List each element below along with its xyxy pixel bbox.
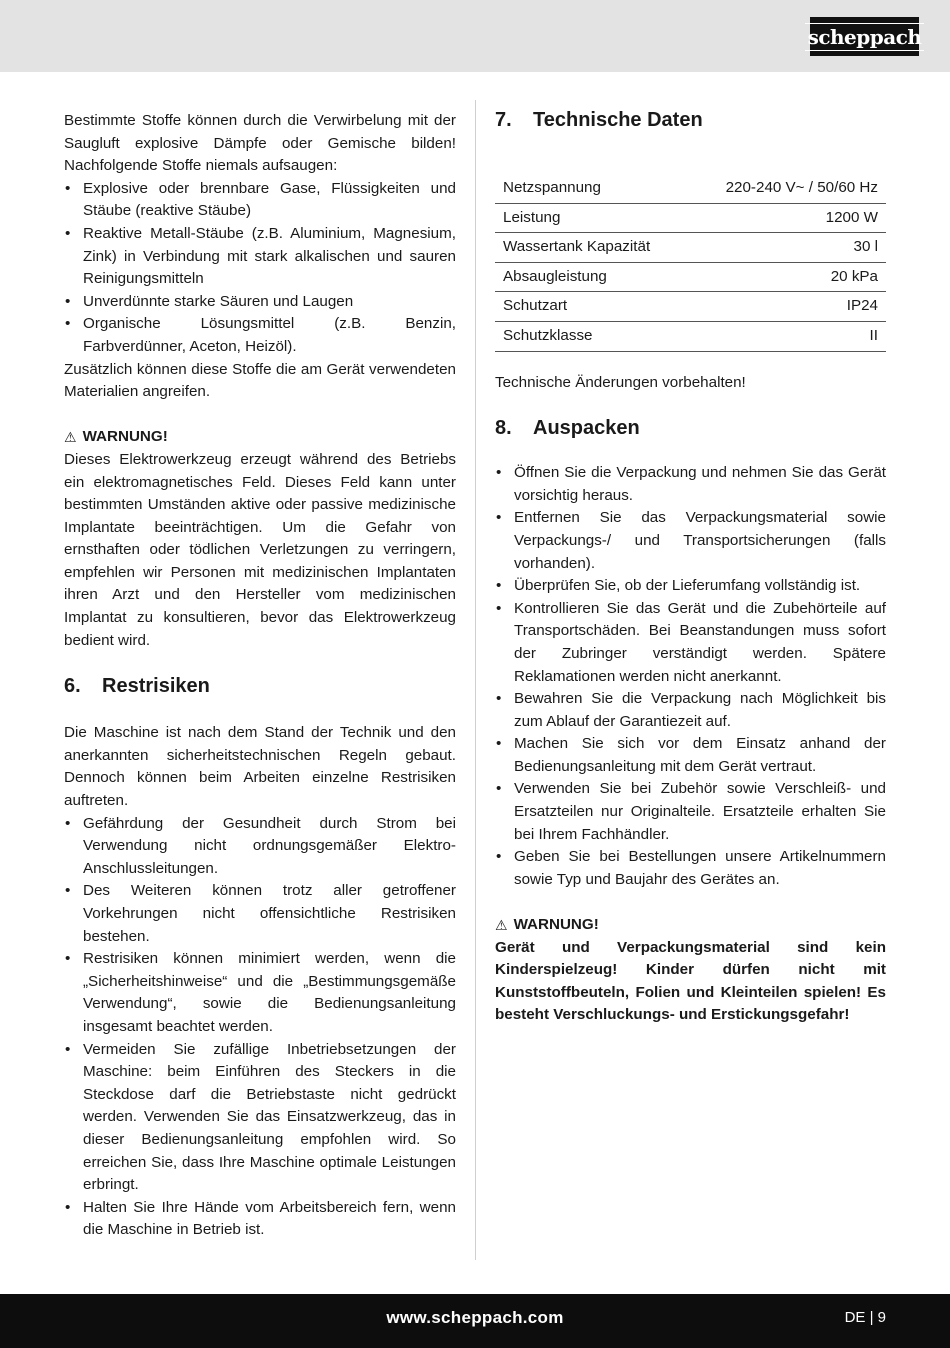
tech-note: Technische Änderungen vorbehalten!	[495, 373, 746, 391]
list-item: • Reaktive Metall-Stäube (z.B. Aluminium, Magnesium, Zink) in Verbindung mit stark alkalischen und sauren Reinigungsmitteln	[64, 223, 456, 291]
risk-list	[64, 813, 456, 1242]
list-item: • Verwenden Sie bei Zubehör sowie Verschleiß- und Ersatzteilen nur Originalteile. Ersatzteile erhalten Sie bei Ihrem Fachhändler.	[495, 778, 886, 846]
warning-triangle-icon: ⚠	[495, 917, 508, 934]
table-label: Schutzart	[495, 292, 687, 322]
list-item: • Öffnen Sie die Verpackung und nehmen Sie das Gerät vorsichtig heraus.	[495, 462, 886, 507]
page-number: DE | 9	[844, 1309, 886, 1326]
table-value: 30 l	[687, 233, 886, 263]
table-row	[495, 292, 886, 322]
list-item: • Explosive oder brennbare Gase, Flüssigkeiten und Stäube (reaktive Stäube)	[64, 178, 456, 223]
table-value: 1200 W	[687, 203, 886, 233]
section-number: 6.	[64, 675, 81, 698]
section-number: 8.	[495, 417, 512, 440]
website-link[interactable]: www.scheppach.com	[386, 1308, 564, 1327]
list-item: • Überprüfen Sie, ob der Lieferumfang vollständig ist.	[495, 575, 886, 598]
left-column	[64, 110, 456, 1242]
section-title: Auspacken	[533, 417, 640, 440]
warning-heading	[64, 426, 456, 449]
list-item: • Kontrollieren Sie das Gerät und die Zubehörteile auf Transportschäden. Bei Beanstandungen muss sofort der Zubringer verständigt werden. Spätere Reklamationen werden nicht anerkannt.	[495, 598, 886, 688]
table-label: Absaugleistung	[495, 262, 687, 292]
table-value: IP24	[687, 292, 886, 322]
header-band	[0, 0, 950, 72]
warning-text: Dieses Elektrowerkzeug erzeugt während des Betriebs ein elektromagnetisches Feld. Dieses Feld kann unter bestimmten Umständen aktive oder passive medizinische Implantate beeinträchtigen. Um die Gefahr von ernsthaften oder tödlichen Verletzungen zu verringern, empfehlen wir Personen mit medizinischen Implantaten ihren Arzt und den Hersteller vom medizinischen Implantat zu konsultieren, bevor das Elektrowerkzeug bedient wird.	[64, 450, 456, 649]
warning-triangle-icon: ⚠	[64, 429, 77, 446]
section-title: Technische Daten	[533, 109, 703, 131]
right-column	[495, 106, 886, 1027]
table-row	[495, 262, 886, 292]
table-row	[495, 233, 886, 263]
warning-title: WARNUNG!	[82, 428, 168, 446]
warning-heading	[495, 914, 886, 937]
list-item: • Vermeiden Sie zufällige Inbetriebsetzungen der Maschine: beim Einführen des Steckers in die Steckdose darf die Betriebstaste nicht gedrückt werden. Verwenden Sie das Einsatzwerkzeug, das in dieser Bedienungsanleitung empfohlen wird. So erreichen Sie, dass Ihre Maschine optimale Leistungen erbringt.	[64, 1039, 456, 1197]
substance-list	[64, 178, 456, 359]
warning-text: Gerät und Verpackungsmaterial sind kein Kinderspielzeug! Kinder dürfen nicht mit Kunststoffbeuteln, Folien und Kleinteilen spielen! Es besteht Verschluckungs- und Erstickungsgefahr!	[495, 938, 886, 1024]
list-item: • Geben Sie bei Bestellungen unsere Artikelnummern sowie Typ und Baujahr des Gerätes an.	[495, 846, 886, 891]
table-row	[495, 174, 886, 203]
intro-paragraph: Bestimmte Stoffe können durch die Verwirbelung mit der Saugluft explosive Dämpfe oder Gemische bilden! Nachfolgende Stoffe niemals aufsaugen:	[64, 112, 456, 175]
table-label: Leistung	[495, 203, 687, 233]
brand-logo: scheppach	[810, 17, 919, 56]
additional-paragraph: Zusätzlich können diese Stoffe die am Gerät verwendeten Materialien angreifen.	[64, 360, 456, 401]
list-item: • Bewahren Sie die Verpackung nach Möglichkeit bis zum Ablauf der Garantiezeit auf.	[495, 688, 886, 733]
section-title: Restrisiken	[102, 675, 210, 698]
footer-bar	[0, 1294, 950, 1348]
list-item: • Restrisiken können minimiert werden, wenn die „Sicherheitshinweise“ und die „Bestimmungsgemäße Verwendung“, sowie die Bedienungsanleitung insgesamt beachtet werden.	[64, 948, 456, 1038]
list-item: • Organische Lösungsmittel (z.B. Benzin, Farbverdünner, Aceton, Heizöl).	[64, 313, 456, 358]
column-divider	[475, 100, 476, 1260]
unpack-list	[495, 462, 886, 891]
list-item: • Unverdünnte starke Säuren und Laugen	[64, 291, 456, 314]
list-item: • Machen Sie sich vor dem Einsatz anhand der Bedienungsanleitung mit dem Gerät vertraut.	[495, 733, 886, 778]
tech-data-table	[495, 174, 886, 352]
list-item: • Gefährdung der Gesundheit durch Strom bei Verwendung nicht ordnungsgemäßer Elektro-Anschlussleitungen.	[64, 813, 456, 881]
risks-intro: Die Maschine ist nach dem Stand der Technik und den anerkannten sicherheitstechnischen Regeln gebaut. Dennoch können beim Arbeiten einzelne Restrisiken auftreten.	[64, 724, 456, 810]
list-item: • Des Weiteren können trotz aller getroffener Vorkehrungen nicht offensichtliche Restrisiken bestehen.	[64, 880, 456, 948]
warning-title: WARNUNG!	[513, 916, 599, 934]
list-item: • Entfernen Sie das Verpackungsmaterial sowie Verpackungs-/ und Transportsicherungen (falls vorhanden).	[495, 507, 886, 575]
table-label: Schutzklasse	[495, 321, 687, 351]
table-row	[495, 203, 886, 233]
section-number: 7.	[495, 109, 512, 131]
table-row	[495, 321, 886, 351]
table-value: II	[687, 321, 886, 351]
table-value: 220-240 V~ / 50/60 Hz	[687, 174, 886, 203]
section-heading-restrisiken	[64, 672, 456, 700]
section-heading-technische-daten	[495, 106, 886, 134]
table-value: 20 kPa	[687, 262, 886, 292]
table-label: Wassertank Kapazität	[495, 233, 687, 263]
section-heading-auspacken	[495, 414, 886, 442]
list-item: • Halten Sie Ihre Hände vom Arbeitsbereich fern, wenn die Maschine in Betrieb ist.	[64, 1197, 456, 1242]
table-label: Netzspannung	[495, 174, 687, 203]
